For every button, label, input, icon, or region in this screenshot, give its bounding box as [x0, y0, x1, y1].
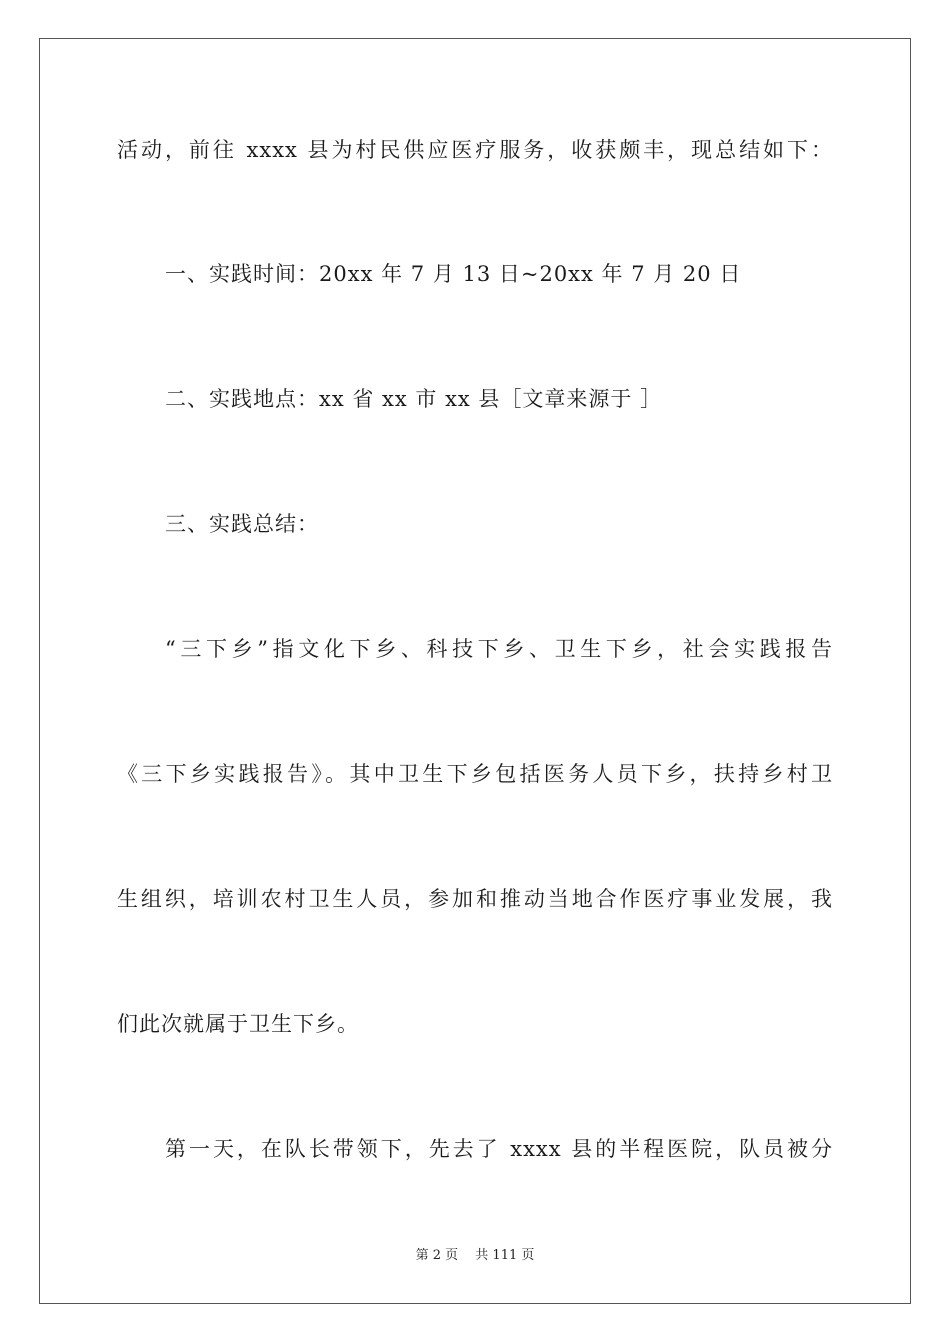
page-border	[39, 38, 911, 1304]
body-line-7: 生组织，培训农村卫生人员，参加和推动当地合作医疗事业发展，我	[117, 887, 833, 911]
body-line-6: 《三下乡实践报告》。其中卫生下乡包括医务人员下乡，扶持乡村卫	[117, 762, 833, 786]
body-line-9: 第一天，在队长带领下，先去了 xxxx 县的半程医院，队员被分	[165, 1137, 833, 1161]
section-heading-summary: 三、实践总结：	[165, 512, 319, 536]
section-heading-time: 一、实践时间：20xx 年 7 月 13 日~20xx 年 7 月 20 日	[165, 262, 742, 286]
body-line-8: 们此次就属于卫生下乡。	[117, 1012, 359, 1036]
section-heading-location: 二、实践地点：xx 省 xx 市 xx 县［文章来源于 ］	[165, 387, 663, 411]
page-number-footer: 第 2 页 共 111 页	[415, 1248, 535, 1263]
body-line-5: “三下乡”指文化下乡、科技下乡、卫生下乡，社会实践报告	[165, 637, 833, 661]
body-line-1: 活动，前往 xxxx 县为村民供应医疗服务，收获颇丰，现总结如下：	[117, 138, 833, 162]
